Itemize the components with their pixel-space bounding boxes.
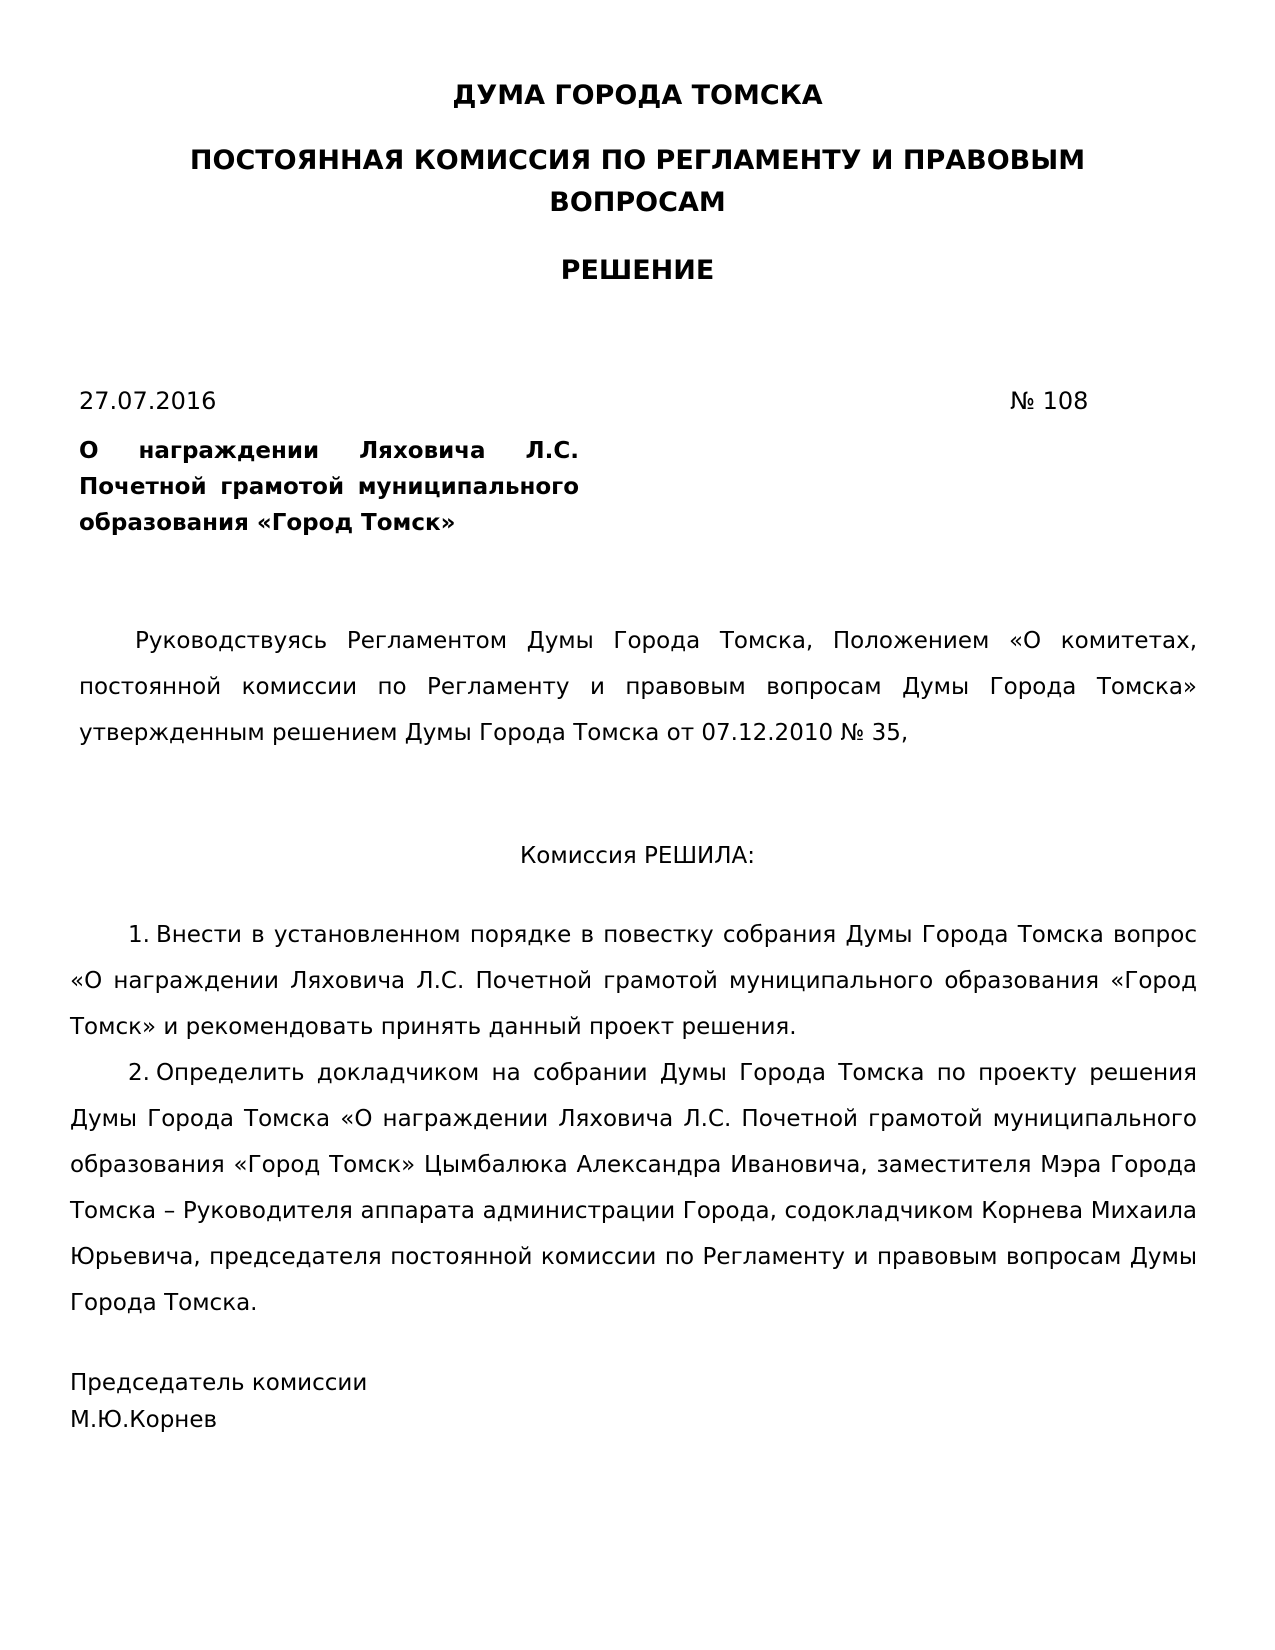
decision-item xyxy=(70,912,1197,1050)
document-number: № 108 xyxy=(1010,387,1089,415)
organization-title: ДУМА ГОРОДА ТОМСКА xyxy=(452,80,823,111)
decision-item-number: 2. xyxy=(128,1060,150,1086)
document-subject: О награждении Ляховича Л.С. Почетной грамотой муниципального образования «Город Томск» xyxy=(79,438,579,536)
signature-position: Председатель комиссии xyxy=(70,1370,368,1396)
document-date: 27.07.2016 xyxy=(79,387,217,415)
document-type-title: РЕШЕНИЕ xyxy=(560,255,715,286)
decision-item xyxy=(70,1050,1197,1326)
decision-item-text: Внести в установленном порядке в повестку собрания Думы Города Томска вопрос «О награждении Ляховича Л.С. Почетной грамотой муниципального образования «Город Томск» и рекомендовать принять данный проект решения. xyxy=(70,922,1197,1040)
signature-name: М.Ю.Корнев xyxy=(70,1407,218,1433)
decision-list xyxy=(70,912,1197,1326)
decision-item-number: 1. xyxy=(128,922,150,948)
decision-item-text: Определить докладчиком на собрании Думы Города Томска по проекту решения Думы Города Томска «О награждении Ляховича Л.С. Почетной грамотой муниципального образования «Город Томск» Цымбалюка Александра Ивановича, заместителя Мэра Города Томска – Руководителя аппарата администрации Города, содокладчиком Корнева Михаила Юрьевича, председателя постоянной комиссии по Регламенту и правовым вопросам Думы Города Томска. xyxy=(70,1060,1197,1316)
preamble-paragraph: Руководствуясь Регламентом Думы Города Томска, Положением «О комитетах, постоянной комиссии по Регламенту и правовым вопросам Думы Города Томска» утвержденным решением Думы Города Томска от 07.12.2010 № 35, xyxy=(79,628,1197,746)
commission-title: ПОСТОЯННАЯ КОМИССИЯ ПО РЕГЛАМЕНТУ И ПРАВОВЫМ ВОПРОСАМ xyxy=(189,145,1086,218)
resolution-header: Комиссия РЕШИЛА: xyxy=(519,843,756,869)
